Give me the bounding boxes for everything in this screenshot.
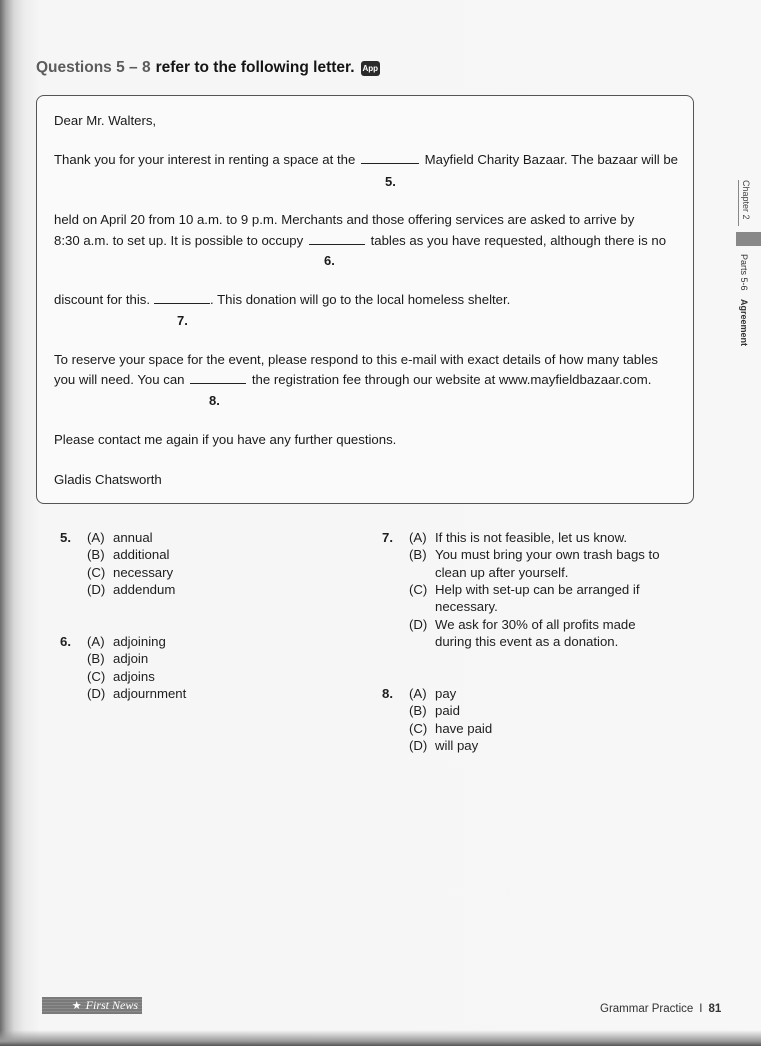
option-text: We ask for 30% of all profits made <box>435 617 636 632</box>
text: Mayfield Charity Bazaar. The bazaar will be <box>424 152 679 167</box>
publisher-logo <box>42 997 142 1014</box>
option-text: adjoins <box>113 669 155 684</box>
blank-8[interactable] <box>190 372 246 384</box>
option-text: pay <box>435 686 457 701</box>
letter-line-1 <box>54 152 678 167</box>
chapter-tab-marker <box>736 232 761 246</box>
option-label: (A) <box>409 530 427 545</box>
option-text: adjoin <box>113 651 149 666</box>
letter-signature: Gladis Chatsworth <box>54 472 162 487</box>
option-d[interactable] <box>87 686 186 701</box>
book-title: Grammar Practice <box>600 1003 694 1015</box>
option-d[interactable] <box>87 582 175 597</box>
text: 8:30 a.m. to set up. It is possible to occupy <box>54 233 304 248</box>
option-b-continued: clean up after yourself. <box>435 565 569 580</box>
option-label: (C) <box>87 565 106 580</box>
star-icon: ★ <box>71 1000 82 1012</box>
option-text: addendum <box>113 582 176 597</box>
option-text: annual <box>113 530 153 545</box>
option-c[interactable] <box>409 721 492 736</box>
question-number: 7. <box>382 530 393 545</box>
option-label: (A) <box>87 530 105 545</box>
option-text: adjournment <box>113 686 187 701</box>
option-c[interactable] <box>87 565 173 580</box>
text: Thank you for your interest in renting a space at the <box>54 152 356 167</box>
letter-line-2: held on April 20 from 10 a.m. to 9 p.m. Merchants and those offering services are asked to arrive by <box>54 212 635 227</box>
blank-7[interactable] <box>154 292 210 304</box>
heading-instruction: refer to the following letter. <box>155 59 355 76</box>
option-c-continued: necessary. <box>435 599 498 614</box>
option-d[interactable] <box>409 738 478 753</box>
option-label: (C) <box>87 669 106 684</box>
blank-7-number: 7. <box>177 313 188 328</box>
section-heading <box>36 59 380 77</box>
letter-line-4 <box>54 292 510 307</box>
option-text: necessary <box>113 565 174 580</box>
option-d-continued: during this event as a donation. <box>435 634 619 649</box>
option-label: (D) <box>87 582 106 597</box>
option-label: (C) <box>409 721 428 736</box>
option-label: (D) <box>409 738 428 753</box>
option-label: (B) <box>87 547 105 562</box>
page-number: 81 <box>708 1003 722 1015</box>
option-a[interactable] <box>409 530 627 545</box>
option-label: (A) <box>409 686 427 701</box>
letter-line-3 <box>54 233 666 248</box>
question-number: 5. <box>60 530 71 545</box>
option-c[interactable] <box>87 669 155 684</box>
separator: I <box>699 1003 703 1015</box>
option-text: Help with set-up can be arranged if <box>435 582 640 597</box>
page-edge-shadow <box>0 1030 761 1046</box>
option-text: paid <box>435 703 460 718</box>
blank-5[interactable] <box>361 152 419 164</box>
letter-line-6 <box>54 372 651 387</box>
option-label: (A) <box>87 634 105 649</box>
option-d[interactable] <box>409 617 636 632</box>
option-label: (C) <box>409 582 428 597</box>
option-text: If this is not feasible, let us know. <box>435 530 628 545</box>
parts-label <box>739 254 749 346</box>
option-b[interactable] <box>87 651 148 666</box>
text: the registration fee through our website at www.mayfieldbazaar.com. <box>251 372 652 387</box>
blank-6[interactable] <box>309 233 365 245</box>
letter-closing: Please contact me again if you have any further questions. <box>54 432 397 447</box>
option-a[interactable] <box>409 686 456 701</box>
text: . This donation will go to the local homeless shelter. <box>210 292 511 307</box>
logo-text: First News <box>85 998 138 1012</box>
option-label: (D) <box>409 617 428 632</box>
option-label: (B) <box>409 547 427 562</box>
question-number: 6. <box>60 634 71 649</box>
option-c[interactable] <box>409 582 640 597</box>
chapter-label: Chapter 2 <box>738 180 751 226</box>
letter-line-5: To reserve your space for the event, please respond to this e-mail with exact details of how many tables <box>54 352 659 367</box>
blank-6-number: 6. <box>324 253 335 268</box>
questions-range: Questions 5 – 8 <box>36 59 151 76</box>
chapter-side-tab <box>736 180 758 350</box>
option-text: will pay <box>435 738 479 753</box>
app-badge-icon: App <box>361 61 381 76</box>
option-text: additional <box>113 547 170 562</box>
text: tables as you have requested, although there is no <box>370 233 667 248</box>
topic-text: Agreement <box>739 299 749 347</box>
option-label: (D) <box>87 686 106 701</box>
option-b[interactable] <box>409 703 460 718</box>
option-label: (B) <box>87 651 105 666</box>
text: you will need. You can <box>54 372 185 387</box>
text: discount for this. <box>54 292 151 307</box>
option-a[interactable] <box>87 530 153 545</box>
option-label: (B) <box>409 703 427 718</box>
parts-text: Parts 5-6 <box>739 254 749 291</box>
option-text: You must bring your own trash bags to <box>435 547 660 562</box>
option-a[interactable] <box>87 634 166 649</box>
letter-salutation: Dear Mr. Walters, <box>54 113 157 128</box>
option-text: have paid <box>435 721 493 736</box>
option-b[interactable] <box>87 547 169 562</box>
question-number: 8. <box>382 686 393 701</box>
page-footer <box>600 1003 721 1015</box>
option-b[interactable] <box>409 547 660 562</box>
blank-8-number: 8. <box>209 393 220 408</box>
blank-5-number: 5. <box>385 174 396 189</box>
option-text: adjoining <box>113 634 166 649</box>
